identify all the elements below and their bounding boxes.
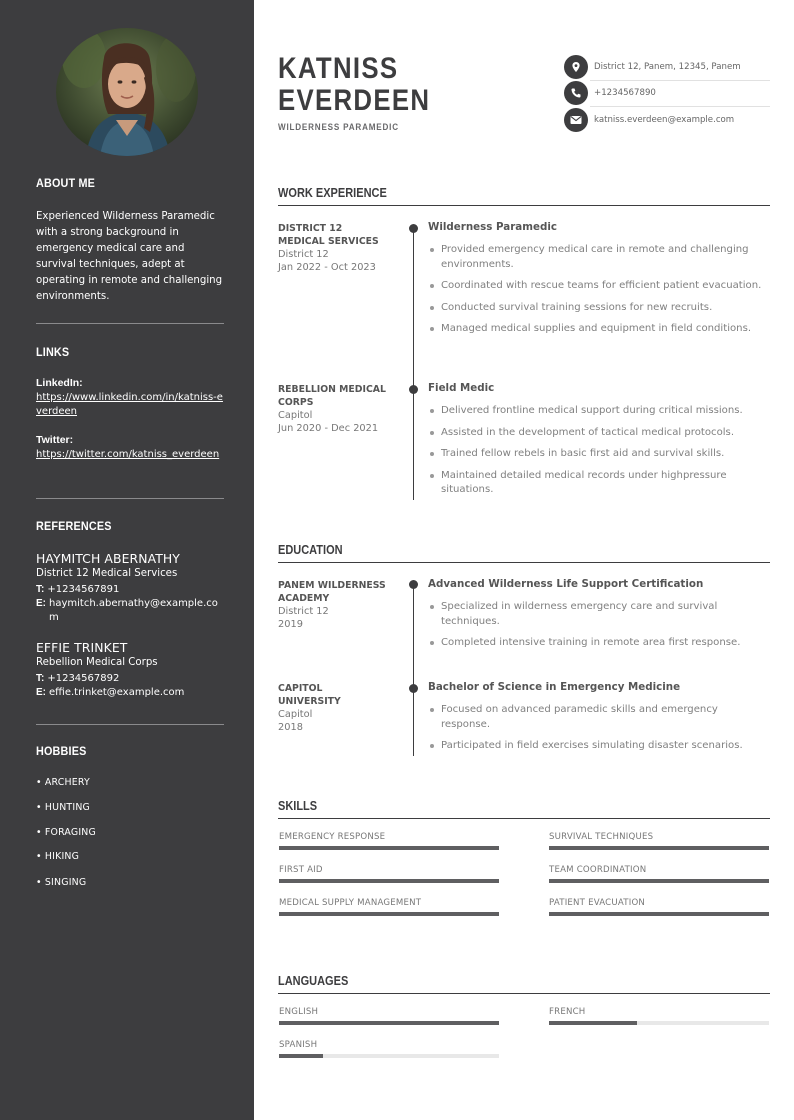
skill-item <box>549 832 769 850</box>
skill-bar-track <box>279 879 499 883</box>
degree-title: Advanced Wilderness Life Support Certification <box>428 578 704 590</box>
contact-phone <box>564 80 770 106</box>
skill-name: MEDICAL SUPPLY MANAGEMENT <box>279 898 422 908</box>
linkedin-link[interactable]: https://www.linkedin.com/in/katniss-everdeen <box>36 392 223 417</box>
reference-phone-value: +1234567892 <box>47 673 120 684</box>
skill-name: FIRST AID <box>279 865 323 875</box>
education-heading: EDUCATION <box>278 543 343 557</box>
skill-name: PATIENT EVACUATION <box>549 898 646 908</box>
skill-item <box>279 898 499 916</box>
sidebar-divider <box>36 323 224 324</box>
language-name: SPANISH <box>279 1040 318 1050</box>
last-name: EVERDEEN <box>278 84 431 117</box>
org-name-line2: CORPS <box>278 397 314 408</box>
section-rule <box>278 205 770 206</box>
email-text[interactable]: katniss.everdeen@example.com <box>594 115 735 125</box>
reference-org: District 12 Medical Services <box>36 568 178 579</box>
experience-heading: WORK EXPERIENCE <box>278 186 387 200</box>
section-rule <box>278 562 770 563</box>
org-name-line2: MEDICAL SERVICES <box>278 236 379 247</box>
skill-item <box>549 898 769 916</box>
skill-bar-track <box>549 912 769 916</box>
education-details <box>428 578 770 658</box>
link-label: Twitter: <box>36 434 74 446</box>
reference-item <box>36 551 224 625</box>
reference-email <box>36 686 224 700</box>
language-item <box>279 1040 499 1058</box>
language-bar-track <box>549 1021 769 1025</box>
phone-prefix: T: <box>36 584 45 595</box>
email-prefix: E: <box>36 687 46 698</box>
language-bar-fill <box>279 1054 323 1058</box>
references-section <box>36 519 224 533</box>
language-item <box>549 1007 769 1025</box>
bullet-list <box>428 703 770 754</box>
bullet-item: Delivered frontline medical support during critical missions. <box>428 404 770 419</box>
link-linkedin <box>36 377 224 419</box>
bullet-item: Coordinated with rescue teams for efficient patient evacuation. <box>428 279 770 294</box>
link-twitter <box>36 434 224 462</box>
reference-name: EFFIE TRINKET <box>36 640 128 655</box>
org-dates: Jun 2020 - Dec 2021 <box>278 423 379 434</box>
address-text: District 12, Panem, 12345, Panem <box>594 62 741 72</box>
bullet-item: Maintained detailed medical records under highpressure situations. <box>428 469 770 498</box>
first-name: KATNISS <box>278 52 399 85</box>
org-dates: 2018 <box>278 722 303 733</box>
reference-org: Rebellion Medical Corps <box>36 657 158 668</box>
sidebar-divider <box>36 498 224 499</box>
bullet-item: Assisted in the development of tactical medical protocols. <box>428 426 770 441</box>
org-name-line1: PANEM WILDERNESS <box>278 580 386 591</box>
bullet-list <box>428 600 770 651</box>
skill-name: TEAM COORDINATION <box>549 865 647 875</box>
reference-name: HAYMITCH ABERNATHY <box>36 551 180 566</box>
role-title: Wilderness Paramedic <box>428 221 557 233</box>
profile-photo <box>56 28 198 156</box>
org-location: District 12 <box>278 606 329 617</box>
org-location: Capitol <box>278 709 313 720</box>
skill-bar-track <box>279 912 499 916</box>
org-name-line2: UNIVERSITY <box>278 696 341 707</box>
skill-bar-fill <box>279 879 499 883</box>
references-heading: REFERENCES <box>36 519 112 533</box>
skill-name: SURVIVAL TECHNIQUES <box>549 832 654 842</box>
education-org <box>278 682 400 734</box>
skill-item <box>279 832 499 850</box>
location-pin-icon <box>564 55 588 79</box>
education-details <box>428 681 770 761</box>
education-timeline <box>413 584 414 756</box>
education-org <box>278 579 400 631</box>
links-heading: LINKS <box>36 345 70 359</box>
envelope-icon <box>564 108 588 132</box>
hobby-item: • FORAGING <box>36 827 96 838</box>
phone-icon <box>564 81 588 105</box>
timeline-dot <box>409 385 418 394</box>
reference-phone-value: +1234567891 <box>47 584 120 595</box>
about-body <box>36 209 224 305</box>
hobby-item: • HIKING <box>36 851 80 862</box>
skill-name: EMERGENCY RESPONSE <box>279 832 386 842</box>
about-section <box>36 176 224 190</box>
skill-bar-fill <box>279 912 499 916</box>
language-item <box>279 1007 499 1025</box>
job-title: WILDERNESS PARAMEDIC <box>278 122 399 132</box>
experience-org <box>278 222 400 274</box>
bullet-item: Trained fellow rebels in basic first aid and survival skills. <box>428 447 770 462</box>
skill-bar-fill <box>549 879 769 883</box>
about-heading: ABOUT ME <box>36 176 96 190</box>
experience-details <box>428 221 770 344</box>
language-bar-fill <box>549 1021 637 1025</box>
languages-heading: LANGUAGES <box>278 974 349 988</box>
skills-heading: SKILLS <box>278 799 318 813</box>
language-bar-track <box>279 1021 499 1025</box>
bullet-item: Participated in field exercises simulating disaster scenarios. <box>428 739 770 754</box>
bullet-item: Provided emergency medical care in remote and challenging environments. <box>428 243 770 272</box>
hobby-item: • SINGING <box>36 877 87 888</box>
skill-bar-fill <box>549 912 769 916</box>
reference-item <box>36 640 224 700</box>
language-bar-track <box>279 1054 499 1058</box>
twitter-link[interactable]: https://twitter.com/katniss_everdeen <box>36 449 220 460</box>
hobbies-section <box>36 744 224 758</box>
email-prefix: E: <box>36 598 46 609</box>
language-name: ENGLISH <box>279 1007 319 1017</box>
reference-phone <box>36 583 224 597</box>
skill-bar-track <box>549 879 769 883</box>
org-dates: 2019 <box>278 619 303 630</box>
role-title: Field Medic <box>428 382 495 394</box>
experience-details <box>428 382 770 505</box>
reference-email-value: effie.trinket@example.com <box>49 687 185 698</box>
language-name: FRENCH <box>549 1007 586 1017</box>
timeline-dot <box>409 580 418 589</box>
language-bar-fill <box>279 1021 499 1025</box>
avatar <box>56 28 198 156</box>
section-rule <box>278 818 770 819</box>
contact-email <box>564 107 770 133</box>
bullet-list <box>428 404 770 498</box>
hobbies-heading: HOBBIES <box>36 744 87 758</box>
sidebar <box>0 0 254 1120</box>
skill-bar-track <box>549 846 769 850</box>
bullet-list <box>428 243 770 337</box>
bullet-item: Focused on advanced paramedic skills and emergency response. <box>428 703 770 732</box>
about-text: Experienced Wilderness Paramedic with a strong background in emergency medical care and survival techniques, adept at operating in remote and challenging environments. <box>36 211 223 302</box>
timeline-dot <box>409 224 418 233</box>
org-location: Capitol <box>278 410 313 421</box>
degree-title: Bachelor of Science in Emergency Medicine <box>428 681 681 693</box>
skill-item <box>279 865 499 883</box>
sidebar-divider <box>36 724 224 725</box>
org-name-line1: REBELLION MEDICAL <box>278 384 386 395</box>
org-name-line1: DISTRICT 12 <box>278 223 343 234</box>
reference-email <box>36 597 224 625</box>
org-location: District 12 <box>278 249 329 260</box>
experience-org <box>278 383 400 435</box>
org-name-line1: CAPITOL <box>278 683 323 694</box>
skill-bar-fill <box>279 846 499 850</box>
bullet-item: Managed medical supplies and equipment in field conditions. <box>428 322 770 337</box>
bullet-item: Conducted survival training sessions for new recruits. <box>428 301 770 316</box>
phone-prefix: T: <box>36 673 45 684</box>
reference-email-value: haymitch.abernathy@example.com <box>49 598 218 623</box>
bullet-item: Completed intensive training in remote area first response. <box>428 636 770 651</box>
org-name-line2: ACADEMY <box>278 593 330 604</box>
org-dates: Jan 2022 - Oct 2023 <box>278 262 376 273</box>
hobby-item: • HUNTING <box>36 802 91 813</box>
skill-bar-fill <box>549 846 769 850</box>
bullet-item: Specialized in wilderness emergency care and survival techniques. <box>428 600 770 629</box>
timeline-dot <box>409 684 418 693</box>
phone-text: +1234567890 <box>594 88 656 98</box>
reference-phone <box>36 672 224 686</box>
links-section <box>36 345 224 359</box>
skill-item <box>549 865 769 883</box>
contact-address <box>564 54 770 80</box>
section-rule <box>278 993 770 994</box>
link-label: LinkedIn: <box>36 377 83 389</box>
hobby-item: • ARCHERY <box>36 777 90 788</box>
experience-timeline <box>413 228 414 500</box>
skill-bar-track <box>279 846 499 850</box>
